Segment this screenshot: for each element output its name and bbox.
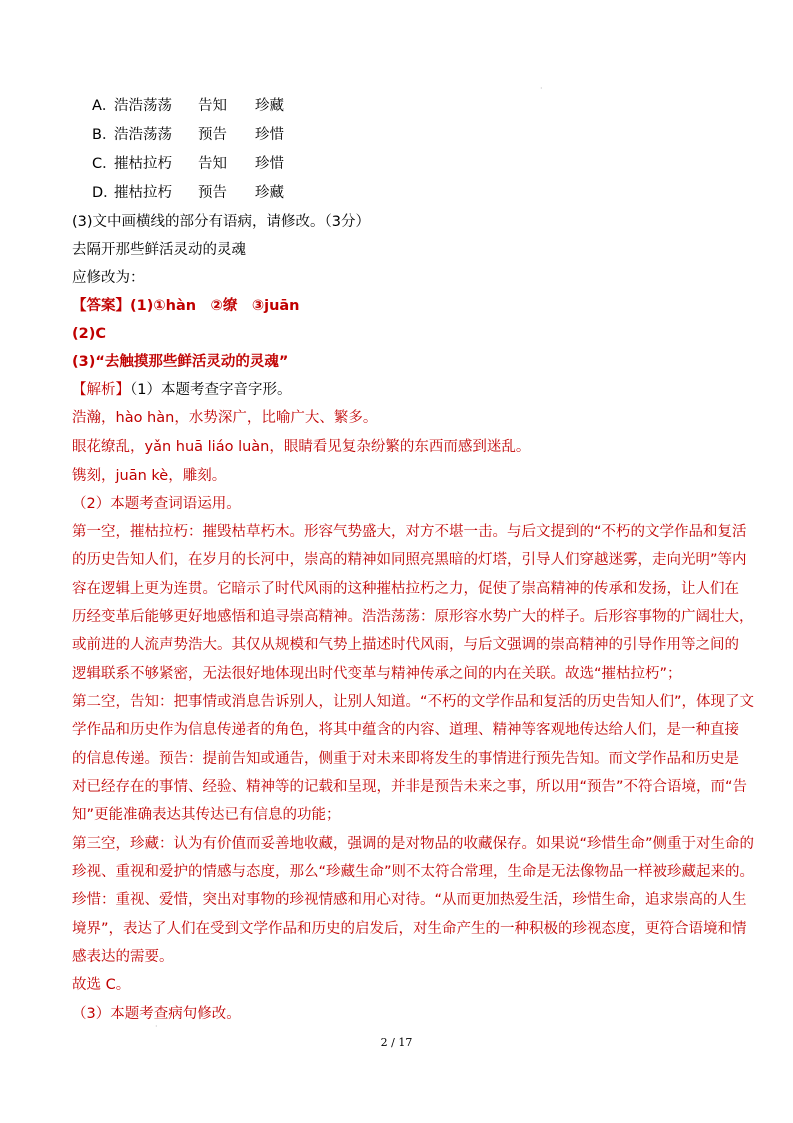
analysis-line-0 — [72, 380, 291, 400]
analysis-line: （2）本题考查词语运用。 — [72, 496, 241, 512]
option-word-1: 浩浩荡荡 — [114, 127, 172, 143]
option-b — [92, 125, 284, 145]
option-word-1: 浩浩荡荡 — [114, 98, 172, 114]
answer-line-1 — [72, 296, 300, 316]
analysis-line: 历经变革后能够更好地感悟和追寻崇高精神。浩浩荡荡：原形容水势广大的样子。后形容事物的广阔壮大， — [72, 609, 754, 625]
analysis-line: 第三空，珍藏：认为有价值而妥善地收藏，强调的是对物品的收藏保存。如果说“珍惜生命”侧重于对生命的 — [72, 836, 755, 852]
analysis-line: 感表达的需要。 — [72, 949, 174, 965]
option-word-2: 告知 — [198, 156, 227, 172]
option-word-2: 预告 — [198, 127, 227, 143]
option-word-3: 珍藏 — [255, 185, 284, 201]
analysis-line: 境界”，表达了人们在受到文学作品和历史的启发后，对生命产生的一种积极的珍视态度，更符合语境和情 — [72, 921, 747, 937]
option-label: D． — [92, 185, 118, 201]
analysis-label: 【解析】 — [72, 382, 130, 398]
option-c — [92, 154, 284, 174]
analysis-line: 逻辑联系不够紧密，无法很好地体现出时代变革与精神传承之间的内在关联。故选“摧枯拉朽”； — [72, 666, 682, 682]
answer-3: (3)“去触摸那些鲜活灵动的灵魂” — [72, 354, 289, 370]
question-3-sentence: 去隔开那些鲜活灵动的灵魂 — [72, 242, 246, 258]
analysis-line: 第二空，告知：把事情或消息告诉别人，让别人知道。“不朽的文学作品和复活的历史告知人们”，体现了文 — [72, 694, 755, 710]
option-label: A． — [92, 98, 117, 114]
analysis-line: 珍惜：重视、爱惜，突出对事物的珍视情感和用心对待。“从而更加热爱生活，珍惜生命，追求崇高的人生 — [72, 892, 747, 908]
analysis-line: 第一空，摧枯拉朽：摧毁枯草朽木。形容气势盛大，对方不堪一击。与后文提到的“不朽的文学作品和复活 — [72, 524, 747, 540]
analysis-line: 的信息传递。预告：提前告知或通告，侧重于对未来即将发生的事情进行预先告知。而文学作品和历史是 — [72, 751, 739, 767]
answer-2: (2)C — [72, 326, 106, 342]
option-a — [92, 96, 284, 116]
analysis-line: 知”更能准确表达其传达已有信息的功能； — [72, 807, 341, 823]
analysis-line: 镌刻，juān kè，雕刻。 — [72, 468, 227, 484]
analysis-line: 故选 C。 — [72, 977, 131, 993]
option-word-3: 珍藏 — [255, 98, 284, 114]
analysis-line: （3）本题考查病句修改。 — [72, 1006, 241, 1022]
analysis-line: 对已经存在的事情、经验、精神等的记载和呈现，并非是预告未来之事，所以用“预告”不符合语境，而“告 — [72, 779, 748, 795]
option-word-1: 摧枯拉朽 — [114, 156, 172, 172]
analysis-line: 学作品和历史作为信息传递者的角色，将其中蕴含的内容、道理、精神等客观地传达给人们，是一种直接 — [72, 722, 739, 738]
option-d — [92, 183, 284, 203]
scan-mark: · — [540, 84, 543, 93]
analysis-line: 眼花缭乱，yǎn huā liáo luàn，眼睛看见复杂纷繁的东西而感到迷乱。 — [72, 439, 531, 455]
option-label: C． — [92, 156, 117, 172]
option-word-1: 摧枯拉朽 — [114, 185, 172, 201]
question-3-stem: (3)文中画横线的部分有语病，请修改。（3分） — [72, 214, 371, 230]
option-word-2: 告知 — [198, 98, 227, 114]
analysis-line: 或前进的人流声势浩大。其仅从规模和气势上描述时代风雨，与后文强调的崇高精神的引导作用等之间的 — [72, 637, 739, 653]
analysis-line: 浩瀚，hào hàn，水势深广，比喻广大、繁多。 — [72, 410, 378, 426]
answer-1: (1)①hàn ②缭 ③juān — [130, 298, 300, 314]
analysis-text: （1）本题考查字音字形。 — [130, 382, 292, 398]
analysis-line: 珍视、重视和爱护的情感与态度，那么“珍藏生命”则不太符合常理，生命是无法像物品一样被珍藏起来的。 — [72, 864, 755, 880]
analysis-line: 容在逻辑上更为连贯。它暗示了时代风雨的这种摧枯拉朽之力，促使了崇高精神的传承和发扬，让人们在 — [72, 581, 739, 597]
analysis-line: 的历史告知人们，在岁月的长河中，崇高的精神如同照亮黑暗的灯塔，引导人们穿越迷雾，走向光明”等内 — [72, 552, 747, 568]
option-word-3: 珍惜 — [255, 127, 284, 143]
option-word-2: 预告 — [198, 185, 227, 201]
option-label: B． — [92, 127, 117, 143]
question-3-prompt: 应修改为： — [72, 270, 145, 286]
page-number: 2 / 17 — [380, 1036, 413, 1049]
option-word-3: 珍惜 — [255, 156, 284, 172]
answer-label: 【答案】 — [72, 298, 130, 314]
scan-mark: · — [155, 1022, 158, 1031]
